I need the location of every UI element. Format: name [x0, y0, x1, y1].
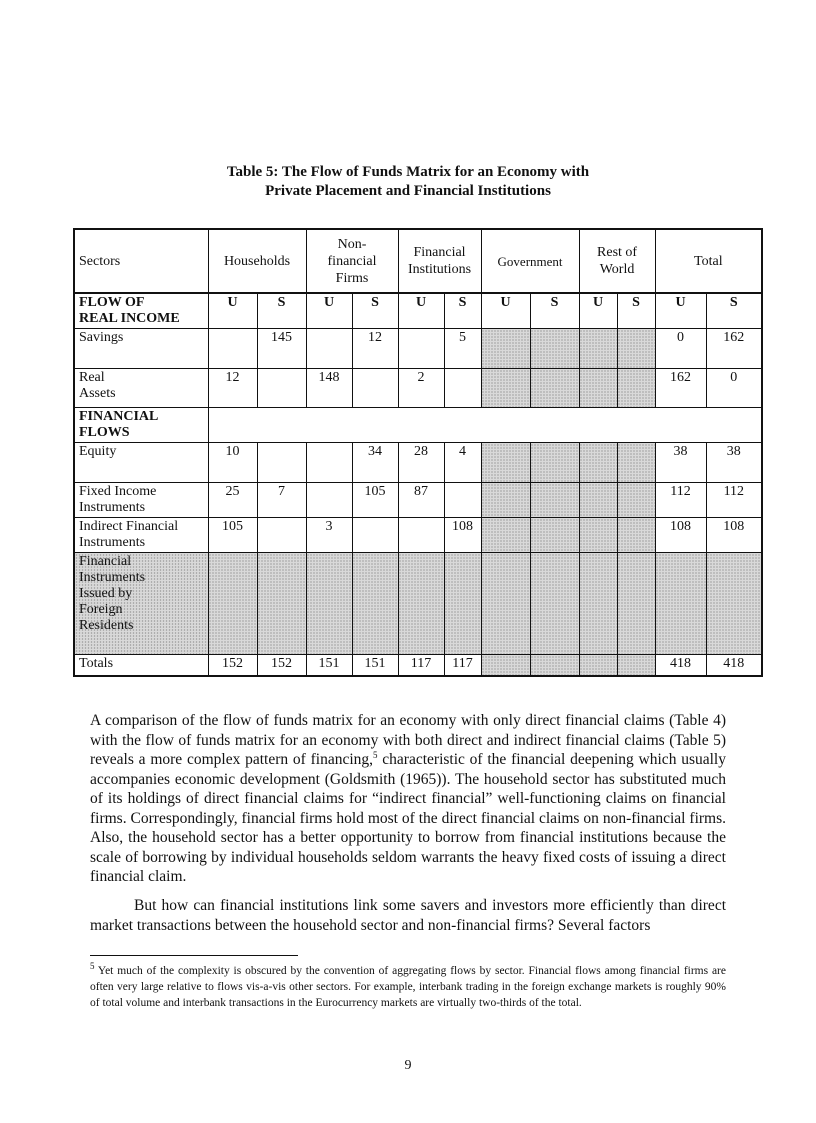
footnote-number: 5	[90, 961, 95, 972]
shaded-cell	[706, 553, 762, 655]
table-row-financial-flows	[74, 408, 762, 443]
table-cell	[208, 329, 257, 369]
table-cell: 418	[655, 655, 706, 677]
table-cell: 34	[352, 443, 398, 483]
shaded-cell	[530, 553, 579, 655]
flow-of-funds-table	[73, 228, 763, 677]
header-sectors: Sectors	[74, 229, 208, 293]
header-total: Total	[655, 229, 762, 293]
shaded-cell	[481, 443, 530, 483]
shaded-cell	[398, 553, 444, 655]
shaded-cell	[579, 518, 617, 553]
table-cell	[306, 483, 352, 518]
table-cell: 112	[655, 483, 706, 518]
row-label: Savings	[74, 329, 208, 369]
shaded-cell	[306, 553, 352, 655]
shaded-cell	[208, 553, 257, 655]
table-cell: 28	[398, 443, 444, 483]
table-cell: 151	[306, 655, 352, 677]
sources-label: S	[352, 293, 398, 329]
table-row-savings	[74, 329, 762, 369]
table-cell: 162	[655, 369, 706, 408]
table-cell: 38	[706, 443, 762, 483]
page-number: 9	[404, 1058, 412, 1073]
footnote: $^5$ Yet much of the complexity is obscured by the convention of aggregating flows by sector. Financial flows among financial firms are often very large relative to flows vis-a-vis other sectors. For example, interbank trading in the foreign exchange markets is roughly 90% of total volume and interbank transactions in the Eurocurrency markets are virtually two-thirds of the total.	[90, 961, 726, 1009]
table-cell: 152	[257, 655, 306, 677]
header-government: Government	[481, 229, 579, 293]
shaded-cell	[352, 553, 398, 655]
table-cell: 145	[257, 329, 306, 369]
shaded-cell	[655, 553, 706, 655]
shaded-cell	[530, 655, 579, 677]
table-cell	[352, 518, 398, 553]
shaded-cell	[617, 483, 655, 518]
table-cell: 5	[444, 329, 481, 369]
table-row-equity	[74, 443, 762, 483]
sources-label: S	[706, 293, 762, 329]
table-cell: 148	[306, 369, 352, 408]
shaded-cell	[481, 483, 530, 518]
uses-label: U	[481, 293, 530, 329]
header-households: Households	[208, 229, 306, 293]
shaded-cell	[444, 553, 481, 655]
sources-label: S	[530, 293, 579, 329]
table-cell	[352, 369, 398, 408]
table-cell: 108	[706, 518, 762, 553]
table-cell: 38	[655, 443, 706, 483]
table-cell: 108	[444, 518, 481, 553]
table-cell: 105	[208, 518, 257, 553]
footnote-reference[interactable]: 5	[373, 749, 378, 760]
shaded-cell	[579, 483, 617, 518]
table-cell	[444, 369, 481, 408]
table-cell: 418	[706, 655, 762, 677]
table-cell: 108	[655, 518, 706, 553]
table-header-row	[74, 229, 762, 293]
shaded-cell	[579, 553, 617, 655]
shaded-cell	[579, 655, 617, 677]
row-label: Fixed Income Instruments	[74, 483, 208, 518]
shaded-cell	[481, 369, 530, 408]
shaded-cell	[617, 369, 655, 408]
table-row-foreign-instruments	[74, 553, 762, 655]
table-cell: 2	[398, 369, 444, 408]
uses-label: U	[398, 293, 444, 329]
shaded-cell	[617, 329, 655, 369]
table-cell: 25	[208, 483, 257, 518]
shaded-cell	[481, 655, 530, 677]
table-cell: 151	[352, 655, 398, 677]
shaded-cell	[481, 553, 530, 655]
shaded-cell	[530, 518, 579, 553]
row-label: Financial Instruments Issued by Foreign Residents	[74, 553, 208, 655]
table-cell	[398, 329, 444, 369]
caption-line-2: Private Placement and Financial Institutions	[265, 183, 551, 199]
caption-line-1: Table 5: The Flow of Funds Matrix for an Economy with	[226, 164, 590, 180]
table-cell: 87	[398, 483, 444, 518]
row-label: FINANCIAL FLOWS	[74, 408, 208, 443]
shaded-cell	[617, 443, 655, 483]
table-row-real-assets	[74, 369, 762, 408]
shaded-cell	[481, 518, 530, 553]
shaded-cell	[530, 443, 579, 483]
table-row-totals	[74, 655, 762, 677]
body-paragraph-1: A comparison of the flow of funds matrix for an economy with only direct financial claims (Table 4) with the flow of funds matrix for an economy with both direct and indirect financial claims (Table 5) reveals a more complex pattern of financing,$^5$ characteristic of the financial deepening which usually accompanies economic development (Goldsmith (1965)). The household sector has substituted much of its holdings of direct financial claims for “indirect financial” well-functioning claims on financial firms. Correspondingly, financial firms hold most of the direct financial claims on non-financial firms. Also, the household sector has a better opportunity to borrow from financial institutions because the scale of borrowing by individual households seldom warrants the heavy fixed costs of issuing a direct financial claim.	[90, 712, 726, 885]
table-cell: 0	[706, 369, 762, 408]
sources-label: S	[444, 293, 481, 329]
footnote-divider	[90, 955, 298, 956]
table-cell: 117	[444, 655, 481, 677]
row-label: Equity	[74, 443, 208, 483]
shaded-cell	[617, 553, 655, 655]
table-cell	[398, 518, 444, 553]
table-cell	[257, 518, 306, 553]
section-spacer-cell	[208, 408, 762, 443]
table-cell: 112	[706, 483, 762, 518]
table-row-flow-of-real-income	[74, 293, 762, 329]
sources-label: S	[617, 293, 655, 329]
shaded-cell	[530, 329, 579, 369]
sources-label: S	[257, 293, 306, 329]
shaded-cell	[617, 518, 655, 553]
body-paragraph-2: But how can financial institutions link some savers and investors more efficiently than direct market transactions between the household sector and non-financial firms? Several factors	[90, 897, 726, 934]
row-label: FLOW OF REAL INCOME	[74, 293, 208, 329]
uses-label: U	[655, 293, 706, 329]
table-cell: 3	[306, 518, 352, 553]
row-label: Indirect Financial Instruments	[74, 518, 208, 553]
uses-label: U	[306, 293, 352, 329]
table-caption	[0, 163, 816, 201]
header-financial-institutions: Financial Institutions	[398, 229, 481, 293]
shaded-cell	[481, 329, 530, 369]
table-cell: 10	[208, 443, 257, 483]
row-label: Totals	[74, 655, 208, 677]
table-cell: 152	[208, 655, 257, 677]
shaded-cell	[530, 483, 579, 518]
uses-label: U	[579, 293, 617, 329]
table-cell: 0	[655, 329, 706, 369]
table-cell	[257, 443, 306, 483]
table-cell: 12	[208, 369, 257, 408]
table-cell: 117	[398, 655, 444, 677]
header-non-financial-firms: Non- financial Firms	[306, 229, 398, 293]
table-cell	[257, 369, 306, 408]
table-cell: 4	[444, 443, 481, 483]
table-cell	[306, 443, 352, 483]
table-cell: 105	[352, 483, 398, 518]
table-row-fixed-income	[74, 483, 762, 518]
table-cell: 162	[706, 329, 762, 369]
table-cell	[306, 329, 352, 369]
shaded-cell	[579, 443, 617, 483]
row-label: Real Assets	[74, 369, 208, 408]
shaded-cell	[617, 655, 655, 677]
table-cell	[444, 483, 481, 518]
table-cell: 12	[352, 329, 398, 369]
shaded-cell	[579, 369, 617, 408]
shaded-cell	[530, 369, 579, 408]
shaded-cell	[579, 329, 617, 369]
table-cell: 7	[257, 483, 306, 518]
flow-of-funds-table-wrapper	[73, 228, 763, 677]
uses-label: U	[208, 293, 257, 329]
table-row-indirect-financial	[74, 518, 762, 553]
shaded-cell	[257, 553, 306, 655]
header-rest-of-world: Rest of World	[579, 229, 655, 293]
